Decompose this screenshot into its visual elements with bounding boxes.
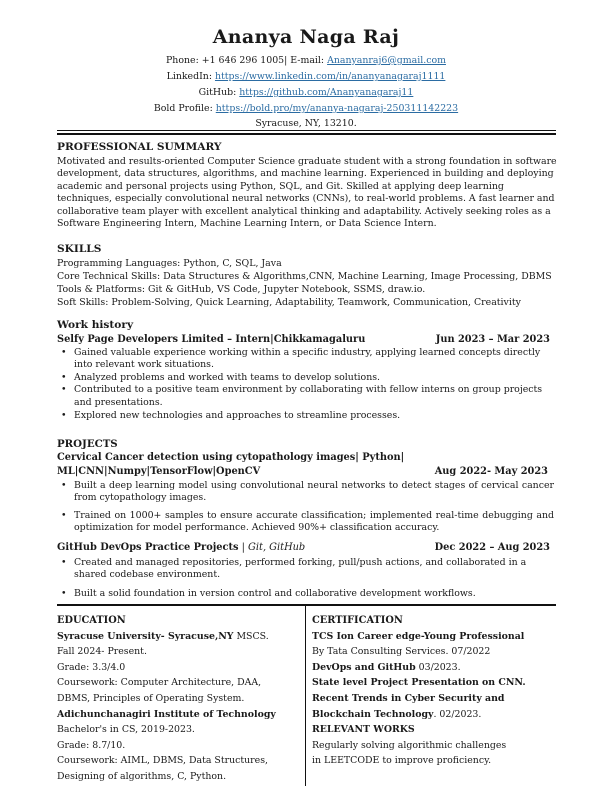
header-divider-thick (57, 133, 556, 135)
section-divider (57, 604, 556, 606)
cert3-date: . 02/2023. (433, 708, 482, 720)
cert3-line3: Blockchain Technology (312, 708, 434, 720)
skills-soft: Soft Skills: Problem-Solving, Quick Learning, Adaptability, Teamwork, Communication, Creativity (57, 297, 521, 308)
project2-title-row (57, 542, 305, 553)
project2-bullets (57, 557, 554, 600)
contact-linkedin (0, 70, 612, 83)
university1-degree: MSCS. (233, 630, 269, 642)
education-heading: EDUCATION (57, 615, 126, 626)
list-item: • Contributed to a positive team environment by collaborating with fellow interns on group projects and presentations. (61, 384, 543, 408)
skills-languages: Programming Languages: Python, C, SQL, Java (57, 258, 282, 269)
university2-coursework-1: Coursework: AIML, DBMS, Data Structures, (57, 755, 269, 767)
location: Syracuse, NY, 13210. (255, 118, 357, 129)
email-link[interactable]: Ananyanraj6@gmail.com (327, 55, 446, 66)
list-item: • Gained valuable experience working within a specific industry, applying learned concepts directly into relevant work situations. (61, 347, 541, 371)
project2-tools: | Git, GitHub (238, 542, 306, 553)
skills-heading: SKILLS (57, 243, 102, 255)
university2-coursework-2: Designing of algorithms, C, Python. (57, 770, 227, 782)
relevant-works-line2: in LEETCODE to improve proficiency. (312, 755, 492, 767)
university1-name: Syracuse University- Syracuse,NY (57, 630, 234, 642)
bullet-dot: • (61, 410, 67, 422)
cert3-line2: Recent Trends in Cyber Security and (312, 692, 505, 704)
university1-grade: Grade: 3.3/4.0 (57, 661, 126, 673)
university2-grade: Grade: 8.7/10. (57, 739, 126, 751)
university2-name: Adichunchanagiri Institute of Technology (57, 708, 276, 720)
work-heading: Work history (57, 319, 134, 331)
project2-title: GitHub DevOps Practice Projects (57, 542, 239, 553)
project1-title-line1: Cervical Cancer detection using cytopathology images| Python| (57, 452, 405, 463)
list-item: • Analyzed problems and worked with teams to develop solutions. (61, 371, 381, 383)
bullet-dot: • (61, 587, 67, 599)
bullet-dot: • (61, 347, 67, 358)
list-item: • Built a deep learning model using convolutional neural networks to detect stages of cervical cancer from cytopathology images. (61, 480, 554, 504)
bullet-dot: • (61, 480, 67, 491)
linkedin-link[interactable]: https://www.linkedin.com/in/ananyanagaraj1111 (214, 71, 446, 82)
bullet-dot: • (61, 557, 67, 568)
university1-row (57, 629, 297, 645)
linkedin-label: LinkedIn: (166, 71, 215, 82)
project1-dates: Aug 2022- May 2023 (434, 466, 548, 477)
certification-column (312, 613, 557, 769)
university2-degree: Bachelor's in CS, 2019-2023. (57, 724, 195, 736)
bullet-dot: • (61, 371, 67, 383)
contact-github (0, 86, 612, 99)
list-item: • Explored new technologies and approaches to streamline processes. (61, 410, 401, 422)
bold-profile-link[interactable]: https://bold.pro/my/ananya-nagaraj-250311142223 (215, 103, 459, 114)
cert3-row (312, 707, 557, 723)
cert2-title: DevOps and GitHub (312, 661, 416, 673)
university1-term: Fall 2024- Present. (57, 646, 147, 658)
certification-heading: CERTIFICATION (312, 615, 403, 626)
cert1-title: TCS Ion Career edge-Young Professional (312, 630, 525, 642)
university1-coursework-1: Coursework: Computer Architecture, DAA, (57, 677, 262, 689)
cert3-line1: State level Project Presentation on CNN. (312, 677, 526, 689)
bold-profile-label: Bold Profile: (153, 103, 216, 114)
list-item: • Trained on 1000+ samples to ensure accurate classification; implemented real-time debugging and optimization for model performance. Achieved 90%+ classification accuracy. (61, 509, 554, 534)
relevant-works-line1: Regularly solving algorithmic challenges (312, 739, 507, 751)
university1-coursework-2: DBMS, Principles of Operating System. (57, 692, 245, 704)
skills-tools: Tools & Platforms: Git & GitHub, VS Code, Jupyter Notebook, SSMS, draw.io. (57, 284, 426, 295)
column-divider (305, 606, 306, 786)
project1-title-line2: ML|CNN|Numpy|TensorFlow|OpenCV (57, 466, 261, 477)
work-role: Selfy Page Developers Limited – Intern|Chikkamagaluru (57, 334, 366, 345)
github-link[interactable]: https://github.com/Ananyanagaraj11 (239, 87, 414, 98)
education-column (57, 613, 297, 785)
project2-dates: Dec 2022 – Aug 2023 (434, 542, 550, 553)
list-item: • Built a solid foundation in version control and collaborative development workflows. (61, 587, 476, 599)
cert2-date: 03/2023. (415, 661, 461, 673)
work-dates: Jun 2023 – Mar 2023 (435, 334, 550, 345)
header-divider-thin (57, 130, 556, 131)
project1-bullets (57, 480, 554, 535)
cert2-row (312, 660, 557, 676)
summary-text: Motivated and results-oriented Computer Science graduate student with a strong foundation in software development, data structures, algorithms, and machine learning. Experienced in building and deploying academic and personal projects using Python, SQL, and Git. Skilled at applying deep learning techniques, especially convolutional neural networks (CNNs), to real-world problems. A fast learner and collaborative team player with excellent analytical thinking and adaptability. Actively seeking roles as a Software Engineering Intern, Machine Learning Intern, or Data Science Intern. (57, 156, 557, 230)
work-bullets (57, 347, 554, 422)
candidate-name: Ananya Naga Raj (212, 26, 400, 48)
contact-phone-email (0, 54, 612, 67)
bullet-dot: • (61, 509, 67, 521)
relevant-works-heading: RELEVANT WORKS (312, 724, 415, 736)
skills-core: Core Technical Skills: Data Structures & Algorithms,CNN, Machine Learning, Image Processing, DBMS (57, 271, 552, 282)
phone-email-label: Phone: +1 646 296 1005| E-mail: (166, 55, 328, 66)
bullet-dot: • (61, 384, 67, 396)
summary-heading: PROFESSIONAL SUMMARY (57, 141, 222, 153)
contact-bold-profile (0, 102, 612, 115)
github-label: GitHub: (198, 87, 240, 98)
list-item: • Created and managed repositories, performed forking, pull/push actions, and collaborated in a shared codebase environment. (61, 557, 527, 581)
cert1-issuer: By Tata Consulting Services. 07/2022 (312, 646, 491, 658)
projects-heading: PROJECTS (57, 438, 118, 450)
